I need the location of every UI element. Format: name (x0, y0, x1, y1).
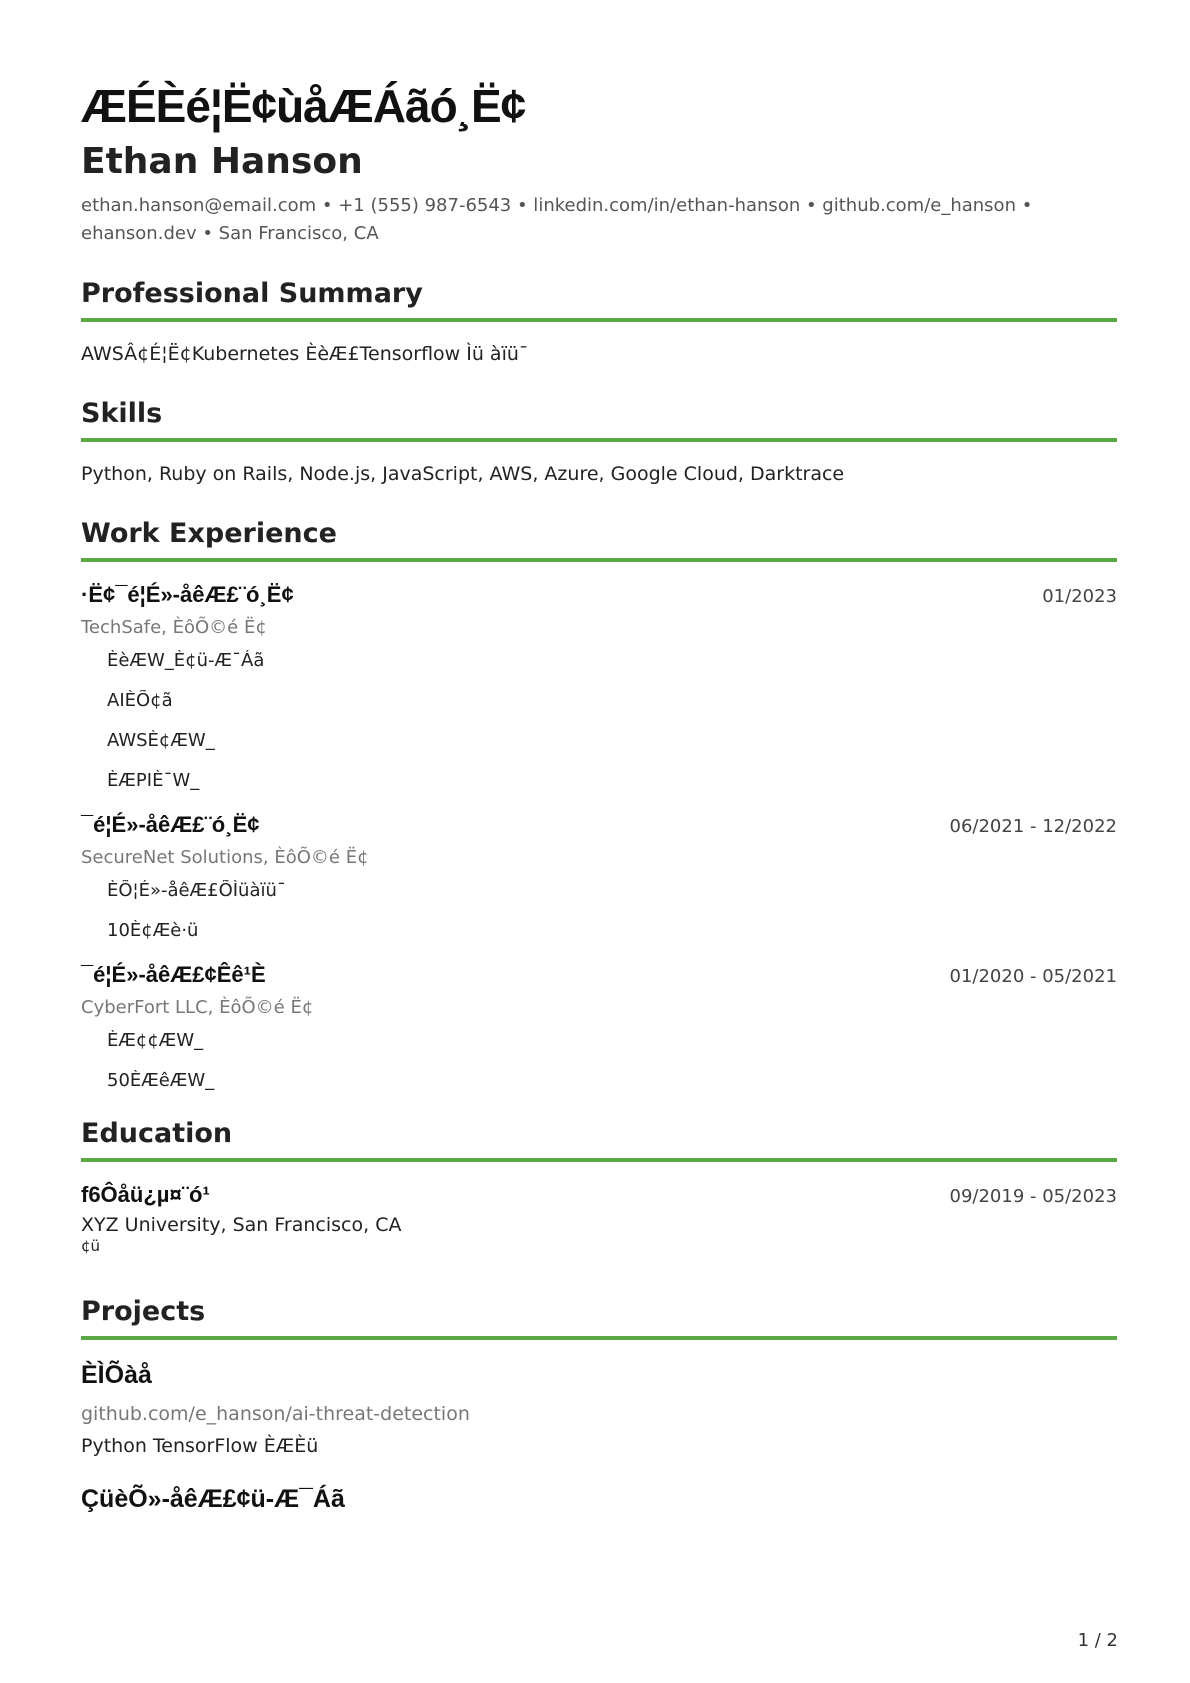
projects-section (81, 1294, 1117, 1516)
job-entry (81, 810, 1117, 942)
job-bullets (81, 1030, 1117, 1092)
job-date: 01/2020 - 05/2021 (949, 966, 1117, 987)
project-entry (81, 1358, 1117, 1460)
resume-heading: ÆÉÈé¦Ë¢ùåÆÁãó¸Ë¢ (81, 80, 526, 132)
job-date: 01/2023 (1042, 586, 1117, 607)
list-item: • AIÈÕ¢ã (107, 690, 1117, 712)
job-bullets (81, 880, 1117, 942)
skills-section (81, 396, 1117, 488)
job-title: ¯é¦É»-åêÆ£¨ó¸Ë¢ (81, 812, 260, 837)
job-title: ·Ë¢¯é¦É»-åêÆ£¨ó¸Ë¢ (81, 582, 294, 607)
job-company: CyberFort LLC, ÈôÕ©é Ë¢ (81, 997, 314, 1018)
list-item: • ÈÕ¦É»-åêÆ£ÕÌüàïü¯ (107, 880, 1117, 902)
job-entry (81, 960, 1117, 1092)
section-divider (81, 1336, 1117, 1340)
experience-section (81, 516, 1117, 1092)
section-divider (81, 558, 1117, 562)
job-date: 06/2021 - 12/2022 (949, 816, 1117, 837)
skills-title: Skills (81, 398, 163, 429)
project-title: ÈÌÕàå (81, 1361, 152, 1389)
project-entry (81, 1482, 1117, 1516)
degree-title: f6Ôåü¿µ¤¨ó¹ (81, 1182, 210, 1207)
contact-line-1: ethan.hanson@email.com • +1 (555) 987-6543 • linkedin.com/in/ethan-hanson • github.com/e_hanson • (81, 195, 1033, 216)
project-link[interactable]: github.com/e_hanson/ai-threat-detection (81, 1403, 470, 1425)
job-title: ¯é¦É»-åêÆ£¢Êê¹È (81, 962, 266, 987)
summary-section (81, 276, 1117, 368)
section-divider (81, 318, 1117, 322)
contact-line-2: ehanson.dev • San Francisco, CA (81, 223, 379, 244)
section-divider (81, 438, 1117, 442)
list-item: • ÈÆPIÈ¯W_ (107, 770, 1117, 792)
job-entry (81, 580, 1117, 792)
education-date: 09/2019 - 05/2023 (949, 1186, 1117, 1207)
resume-page (81, 78, 1117, 1516)
projects-title: Projects (81, 1296, 206, 1327)
skills-text: Python, Ruby on Rails, Node.js, JavaScript, AWS, Azure, Google Cloud, Darktrace (81, 463, 845, 485)
education-title: Education (81, 1118, 233, 1149)
page-number: 1 / 2 (1077, 1630, 1118, 1651)
project-description: Python TensorFlow ÈÆÈü (81, 1435, 319, 1457)
job-company: SecureNet Solutions, ÈôÕ©é Ë¢ (81, 847, 369, 868)
summary-text: AWSÂ¢É¦Ë¢Kubernetes ÈèÆ£Tensorflow Ìü àïü¯ (81, 343, 529, 365)
school-name: XYZ University, San Francisco, CA (81, 1214, 402, 1236)
list-item: • 50ÈÆêÆW_ (107, 1070, 1117, 1092)
list-item: • ÈÆ¢¢ÆW_ (107, 1030, 1117, 1052)
job-company: TechSafe, ÈôÕ©é Ë¢ (81, 617, 267, 638)
contact-info (81, 192, 1117, 248)
project-title: ÇüèÕ»-åêÆ£¢ü-Æ¯Áã (81, 1485, 345, 1513)
education-note: ¢ü (81, 1237, 101, 1255)
list-item: • AWSÈ¢ÆW_ (107, 730, 1117, 752)
section-divider (81, 1158, 1117, 1162)
candidate-name: Ethan Hanson (81, 141, 363, 182)
experience-title: Work Experience (81, 518, 337, 549)
list-item: • 10È¢Æè·ü (107, 920, 1117, 942)
education-section (81, 1116, 1117, 1254)
summary-title: Professional Summary (81, 278, 423, 309)
job-bullets (81, 650, 1117, 792)
list-item: • ÈèÆW_È¢ü-Æ¯Áã (107, 650, 1117, 672)
